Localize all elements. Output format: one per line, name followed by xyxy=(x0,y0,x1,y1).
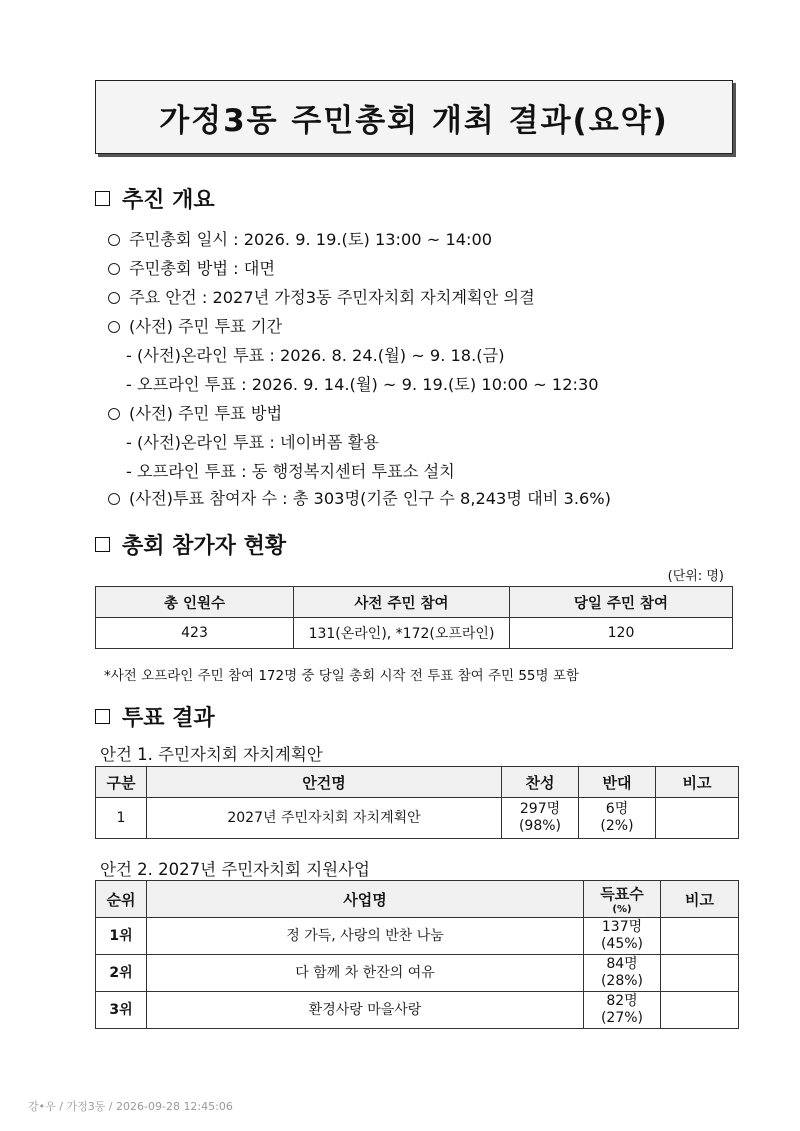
unit-label: (단위: 명) xyxy=(667,569,724,584)
vote-percent: (45%) xyxy=(600,936,644,952)
table-header-cell: 구분 xyxy=(96,767,147,798)
document-title: 가정3동 주민총회 개최 결과(요약) xyxy=(159,102,669,139)
title-box xyxy=(95,80,733,154)
project-name: 환경사랑 마을사랑 xyxy=(147,992,584,1029)
table-header-row xyxy=(96,881,739,918)
vote-count-cell xyxy=(584,955,661,992)
overview-subitem: - 오프라인 투표 : 2026. 9. 14.(월) ~ 9. 19.(토) 10:00 ~ 12:30 xyxy=(126,375,599,394)
overview-item-text: 주민총회 일시 : 2026. 9. 19.(토) 13:00 ~ 14:00 xyxy=(129,230,493,249)
overview-item-text: (사전) 주민 투표 방법 xyxy=(129,404,283,423)
agenda1-title: 안건 1. 주민자치회 자치계획안 xyxy=(100,745,323,764)
yes-percent: (98%) xyxy=(518,818,562,834)
table-row xyxy=(96,798,739,839)
overview-item-text: (사전) 주민 투표 기간 xyxy=(129,317,283,336)
overview-item xyxy=(108,255,275,279)
yes-count: 297명 xyxy=(519,801,561,817)
agenda-name: 2027년 주민자치회 자치계획안 xyxy=(147,798,502,839)
overview-item xyxy=(108,485,611,509)
table-header-cell: 찬성 xyxy=(502,767,579,798)
overview-item-text: 주요 안건 : 2027년 가정3동 주민자치회 자치계획안 의결 xyxy=(129,288,535,307)
remark-cell xyxy=(661,992,739,1029)
table-header-row xyxy=(96,587,733,618)
table-header-cell: 총 인원수 xyxy=(96,587,294,618)
overview-item-text: (사전)투표 참여자 수 : 총 303명(기준 인구 수 8,243명 대비 3.6%) xyxy=(129,489,612,508)
section-title: 투표 결과 xyxy=(122,706,215,731)
overview-item xyxy=(108,284,535,308)
agenda-number: 1 xyxy=(96,798,147,839)
vote-count: 82명 xyxy=(606,993,638,1009)
no-votes xyxy=(579,798,656,839)
square-bullet-icon xyxy=(95,191,110,206)
vote-percent: (28%) xyxy=(600,973,644,989)
vote-count: 84명 xyxy=(606,956,638,972)
table-header-cell: 반대 xyxy=(579,767,656,798)
circle-bullet-icon xyxy=(108,493,120,505)
agenda2-title: 안건 2. 2027년 주민자치회 지원사업 xyxy=(100,860,370,879)
table-cell: 423 xyxy=(96,618,294,649)
overview-subitem: - 오프라인 투표 : 동 행정복지센터 투표소 설치 xyxy=(126,462,455,481)
project-name: 다 함께 차 한잔의 여유 xyxy=(147,955,584,992)
vote-count-cell xyxy=(584,918,661,955)
section-title: 추진 개요 xyxy=(122,188,215,213)
overview-subitem: - (사전)온라인 투표 : 네이버폼 활용 xyxy=(126,433,379,452)
table-cell: 131(온라인), *172(오프라인) xyxy=(294,618,510,649)
table-header-cell: 사전 주민 참여 xyxy=(294,587,510,618)
votes-header-unit: (%) xyxy=(612,904,632,915)
circle-bullet-icon xyxy=(108,321,120,333)
overview-item-text: 주민총회 방법 : 대면 xyxy=(129,259,275,278)
circle-bullet-icon xyxy=(108,234,120,246)
overview-item xyxy=(108,400,282,424)
rank-cell: 3위 xyxy=(96,992,147,1029)
circle-bullet-icon xyxy=(108,292,120,304)
table-row xyxy=(96,955,739,992)
table-row xyxy=(96,618,733,649)
participants-table xyxy=(95,586,733,649)
section-heading-overview xyxy=(95,183,215,214)
table-header-cell: 안건명 xyxy=(147,767,502,798)
table-header-cell: 비고 xyxy=(656,767,739,798)
rank-cell: 1위 xyxy=(96,918,147,955)
overview-item xyxy=(108,226,492,250)
table-header-cell: 사업명 xyxy=(147,881,584,918)
square-bullet-icon xyxy=(95,537,110,552)
remark-cell xyxy=(661,918,739,955)
section-heading-vote-results xyxy=(95,701,215,732)
agenda2-table xyxy=(95,880,739,1029)
overview-subitem: - (사전)온라인 투표 : 2026. 8. 24.(월) ~ 9. 18.(금) xyxy=(126,346,505,365)
project-name: 정 가득, 사랑의 반찬 나눔 xyxy=(147,918,584,955)
remark-cell xyxy=(656,798,739,839)
section-heading-participants xyxy=(95,529,286,560)
vote-count-cell xyxy=(584,992,661,1029)
table-header-row xyxy=(96,767,739,798)
table-row xyxy=(96,992,739,1029)
agenda1-table xyxy=(95,766,739,839)
yes-votes xyxy=(502,798,579,839)
square-bullet-icon xyxy=(95,709,110,724)
no-percent: (2%) xyxy=(600,818,634,834)
participants-note: *사전 오프라인 주민 참여 172명 중 당일 총회 시작 전 투표 참여 주민 55명 포함 xyxy=(104,668,579,684)
circle-bullet-icon xyxy=(108,408,120,420)
rank-cell: 2위 xyxy=(96,955,147,992)
table-header-cell: 순위 xyxy=(96,881,147,918)
table-header-cell: 비고 xyxy=(661,881,739,918)
overview-item xyxy=(108,313,282,337)
remark-cell xyxy=(661,955,739,992)
votes-header-label: 득표수 xyxy=(600,885,644,903)
table-header-cell xyxy=(584,881,661,918)
circle-bullet-icon xyxy=(108,263,120,275)
vote-count: 137명 xyxy=(601,919,643,935)
no-count: 6명 xyxy=(605,801,629,817)
table-cell: 120 xyxy=(510,618,733,649)
table-row xyxy=(96,918,739,955)
table-header-cell: 당일 주민 참여 xyxy=(510,587,733,618)
print-footer: 강•우 / 가정3동 / 2026-09-28 12:45:06 xyxy=(28,1100,233,1113)
vote-percent: (27%) xyxy=(600,1010,644,1026)
section-title: 총회 참가자 현황 xyxy=(122,534,287,559)
